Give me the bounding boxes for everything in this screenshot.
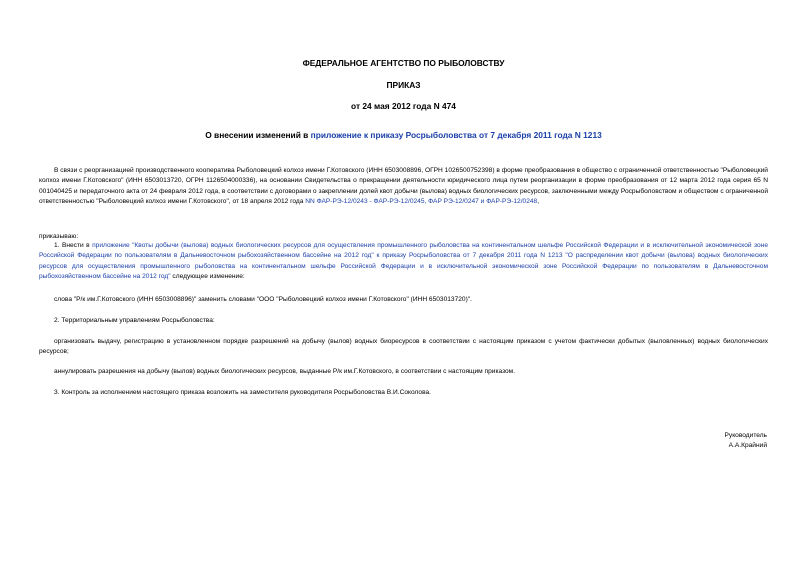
subject-prefix: О внесении изменений в xyxy=(205,130,311,140)
signature-name: А.А.Крайний xyxy=(728,442,767,450)
preamble-text: В связи с реорганизацией производственного кооператива Рыболовецкий колхоз имени Г.Котовского (ИНН 6503008896, ОГРН 1026500752398) в форме преобразования в общество с ограниченной ответственностью "Рыболовецкий колхоз имени Г.Котовского" (ИНН 6503013720, ОГРН 1126504000336), на основании Свидетельства о прекращении деятельности юридического лица путем реорганизации в форме преобразования от 12 марта 2012 года серия 65 N 001040425 и передаточного акта от 24 февраля 2012 года, в соответствии с договорами о закреплении долей квот добычи (вылова) водных биологических ресурсов, заключенными между Росрыболовством и обществом с ограниченной ответственностью "Рыболовецкий колхоз имени Г.Котовского", от 18 апреля 2012 года xyxy=(39,167,768,206)
agency-heading: ФЕДЕРАЛЬНОЕ АГЕНТСТВО ПО РЫБОЛОВСТВУ xyxy=(302,58,505,68)
item-1-paragraph xyxy=(39,241,768,283)
subject-link[interactable]: приложение к приказу Росрыболовства от 7 декабря 2011 года N 1213 xyxy=(310,130,602,140)
item-1-prefix: 1. Внести в xyxy=(54,242,93,249)
item-2a-paragraph: организовать выдачу, регистрацию в установленном порядке разрешений на добычу (вылов) водных биоресурсов в соответствии с настоящим приказом с учетом фактически добытых (выловленных) водных биологических ресурсов; xyxy=(39,338,768,356)
order-word: приказываю: xyxy=(39,233,79,240)
document-type-heading: ПРИКАЗ xyxy=(386,80,421,90)
replacement-paragraph: слова "Р/к им.Г.Котовского (ИНН 6503008896)" заменить словами "ООО "Рыболовецкий колхоз имени Г.Котовского" (ИНН 6503013720)". xyxy=(54,296,472,303)
appendix-link[interactable]: приложение "Квоты добычи (вылова) водных биологических ресурсов для осуществления промышленного рыболовства на континентальном шельфе Российской Федерации и в исключительной экономической зоне Российской Федерации по пользователям в Дальневосточном рыбохозяйственном бассейне на 2012 год" к приказу Росрыболовства от 7 декабря 2011 года N 1213 "О распределении квот добычи (вылова) водных биологических ресурсов для осуществления промышленного рыболовства на континентальном шельфе Российской Федерации и в исключительной экономической зоне Российской Федерации по пользователям в Дальневосточном рыбохозяйственном бассейне на 2012 год" xyxy=(39,242,768,281)
signature-title: Руководитель xyxy=(724,432,767,439)
preamble-paragraph xyxy=(39,166,768,208)
item-2-paragraph: 2. Территориальным управлениям Росрыболовства: xyxy=(54,317,215,324)
date-number-heading: от 24 мая 2012 года N 474 xyxy=(351,101,456,111)
subject-heading xyxy=(0,130,807,140)
signature-block xyxy=(725,431,767,452)
item-2b-paragraph: аннулировать разрешения на добычу (вылов) водных биологических ресурсов, выданные Р/к им.Г.Котовского, в соответствии с настоящим приказом. xyxy=(54,368,516,375)
item-3-paragraph: 3. Контроль за исполнением настоящего приказа возложить на заместителя руководителя Росрыболовства В.И.Соколова. xyxy=(54,389,431,396)
item-1-suffix: следующее изменение: xyxy=(170,273,245,281)
agreements-link[interactable]: NN ФАР-РЭ-12/0243 - ФАР-РЭ-12/0245, ФАР РЭ-12/0247 и ФАР-РЭ-12/0248 xyxy=(305,198,538,206)
preamble-end: , xyxy=(537,198,540,206)
